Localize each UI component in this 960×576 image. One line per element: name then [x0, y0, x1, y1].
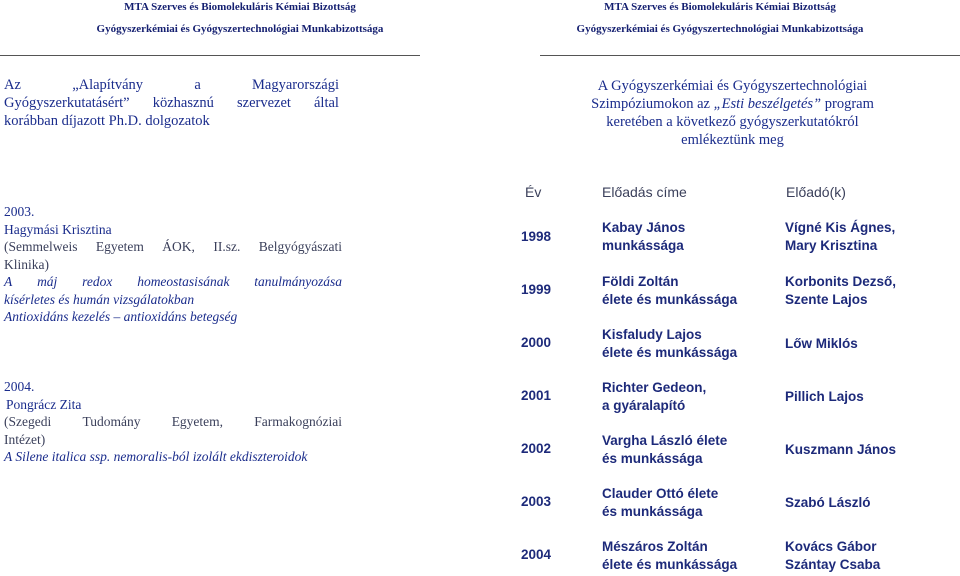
- speaker-line: Lőw Miklós: [785, 336, 858, 351]
- speaker-line: Kuszmann János: [785, 442, 897, 457]
- entry-thesis-title: [4, 273, 342, 291]
- row-speaker: [785, 441, 960, 459]
- row-year: 1998: [520, 229, 552, 244]
- row-year: 2003: [520, 494, 552, 509]
- row-year: 1999: [520, 282, 552, 297]
- entry-affiliation-cont: Klinika): [4, 256, 49, 272]
- row-title: [602, 538, 777, 573]
- speaker-line: Kovács Gábor: [785, 539, 877, 554]
- thesis-entry: [4, 203, 342, 326]
- row-speaker: [785, 273, 960, 308]
- row-speaker: [785, 335, 960, 353]
- speaker-line: Pillich Lajos: [785, 389, 864, 404]
- header-right: [480, 0, 960, 37]
- row-speaker: [785, 538, 960, 573]
- text-fragment: program: [821, 96, 874, 112]
- entry-year: 2003.: [4, 204, 35, 219]
- title-line: Clauder Ottó élete: [602, 486, 719, 501]
- row-title: [602, 326, 777, 361]
- committee-name: MTA Szerves és Biomolekuláris Kémiai Bizottság: [124, 1, 356, 13]
- entry-thesis-subtitle: Antioxidáns kezelés – antioxidáns betegség: [4, 309, 238, 324]
- row-year: 2004: [520, 547, 552, 562]
- row-title: [602, 432, 777, 467]
- entry-year: 2004.: [4, 379, 35, 394]
- entry-author: Hagymási Krisztina: [4, 221, 112, 237]
- speaker-line: Szabó László: [785, 495, 871, 510]
- working-group-name: Gyógyszerkémiai és Gyógyszertechnológiai Munkabizottsága: [96, 23, 384, 35]
- word: redox: [82, 274, 113, 289]
- entry-author: Pongrácz Zita: [6, 396, 82, 412]
- row-title: [602, 485, 777, 520]
- left-title-line-3: korábban díjazott Ph.D. dolgozatok: [4, 113, 210, 129]
- title-line: a gyáralapító: [602, 397, 686, 413]
- word: tanulmányozása: [254, 274, 342, 289]
- left-title-line-1: [4, 76, 339, 94]
- title-line: Vargha László élete: [602, 433, 728, 448]
- left-section-title: [4, 76, 339, 130]
- row-year: 2002: [520, 441, 552, 456]
- speaker-line: Vígné Kis Ágnes,: [785, 220, 896, 235]
- right-title-line-3: keretében a következő gyógyszerkutatókról: [606, 114, 859, 130]
- title-line: és munkássága: [602, 450, 703, 466]
- word: Egyetem,: [171, 414, 224, 429]
- thesis-entry: [4, 378, 342, 466]
- word: Belgyógyászati: [258, 239, 342, 254]
- right-title-line-1: A Gyógyszerkémiai és Gyógyszertechnológiai: [597, 78, 868, 94]
- title-line: Kabay János: [602, 220, 686, 235]
- title-line: Richter Gedeon,: [602, 380, 707, 395]
- word: ÁOK,: [162, 239, 195, 254]
- right-section-title: [540, 77, 925, 149]
- speaker-line: Korbonits Dezső,: [785, 274, 897, 289]
- title-line: élete és munkássága: [602, 556, 738, 572]
- word: szervezet: [236, 95, 291, 111]
- text-fragment: Szimpóziumokon az: [591, 96, 714, 112]
- right-title-line-4: emlékeztünk meg: [681, 132, 784, 148]
- word: A: [4, 274, 13, 289]
- column-header-title: Előadás címe: [602, 184, 687, 200]
- word: Gyógyszerkutatásért”: [4, 95, 130, 111]
- entry-thesis-title-cont: kísérletes és humán vizsgálatokban: [4, 291, 195, 307]
- row-speaker: [785, 388, 960, 406]
- word: „Alapítvány: [72, 77, 144, 93]
- word: máj: [37, 274, 58, 289]
- word: közhasznú: [152, 95, 214, 111]
- word: II.sz.: [213, 239, 241, 254]
- program-name: „Esti beszélgetés”: [713, 96, 822, 112]
- word: Tudomány: [82, 414, 141, 429]
- speaker-line: Szente Lajos: [785, 291, 868, 307]
- row-year: 2000: [520, 335, 552, 350]
- title-line: Mészáros Zoltán: [602, 539, 708, 554]
- row-title: [602, 219, 777, 254]
- header-divider-right: [540, 55, 960, 56]
- left-title-line-2: [4, 94, 339, 112]
- row-title: [602, 379, 777, 414]
- title-line: és munkássága: [602, 503, 703, 519]
- entry-thesis-title: A Silene italica ssp. nemoralis-ból izolált ekdiszteroidok: [4, 449, 308, 464]
- speaker-line: Mary Krisztina: [785, 237, 878, 253]
- word: Az: [4, 77, 21, 93]
- working-group-name: Gyógyszerkémiai és Gyógyszertechnológiai Munkabizottsága: [576, 23, 864, 35]
- word: a: [194, 77, 201, 93]
- title-line: Földi Zoltán: [602, 274, 679, 289]
- word: (Semmelweis: [4, 239, 78, 254]
- entry-affiliation: [4, 413, 342, 431]
- header-left: [0, 0, 480, 37]
- entry-affiliation-cont: Intézet): [4, 431, 46, 447]
- column-header-year: Év: [525, 184, 542, 200]
- committee-name: MTA Szerves és Biomolekuláris Kémiai Bizottság: [604, 1, 836, 13]
- row-title: [602, 273, 777, 308]
- title-line: munkássága: [602, 237, 684, 253]
- title-line: élete és munkássága: [602, 344, 738, 360]
- title-line: élete és munkássága: [602, 291, 738, 307]
- speaker-line: Szántay Csaba: [785, 556, 881, 572]
- row-year: 2001: [520, 388, 552, 403]
- entry-affiliation: [4, 238, 342, 256]
- title-line: Kisfaludy Lajos: [602, 327, 702, 342]
- word: (Szegedi: [4, 414, 52, 429]
- column-header-speaker: Előadó(k): [786, 184, 846, 200]
- word: Farmakognóziai: [254, 414, 342, 429]
- row-speaker: [785, 494, 960, 512]
- word: Egyetem: [95, 239, 144, 254]
- row-speaker: [785, 219, 960, 254]
- header-divider-left: [0, 55, 420, 56]
- right-title-line-2: [540, 95, 925, 113]
- word: által: [314, 95, 339, 111]
- word: homeostasisának: [137, 274, 230, 289]
- word: Magyarországi: [252, 77, 339, 93]
